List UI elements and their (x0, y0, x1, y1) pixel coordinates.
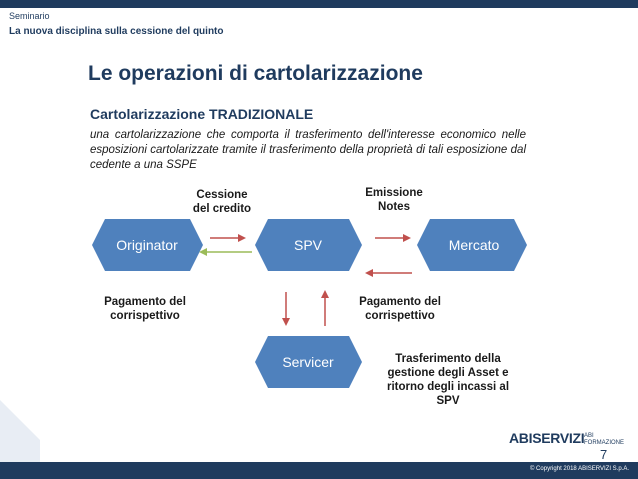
arrow-spv-to-mercato (375, 234, 411, 242)
servicer-node (255, 336, 362, 388)
seminar-label: Seminario (9, 11, 50, 21)
label-pagamento-right: Pagamento del corrispettivo (359, 296, 441, 322)
mercato-label: Mercato (448, 237, 500, 253)
label-trasferimento: Trasferimento della gestione degli Asset e ritorno degli incassi al SPV (386, 353, 510, 407)
copyright-text: © Copyright 2018 ABISERVIZI S.p.A. (529, 466, 629, 472)
originator-label: Originator (116, 237, 178, 253)
abi-formazione-logo: ABI FORMAZIONE (584, 433, 624, 446)
spv-label: SPV (293, 237, 323, 253)
label-emissione: Emissione Notes (365, 187, 423, 213)
description-text: una cartolarizzazione che comporta il trasferimento dell'interesse economico nelle esposizioni cartolarizzate tramite il trasferimento della proprietà di tali esposizione dal cedente a una SSPE (90, 129, 526, 171)
label-cessione: Cessione del credito (192, 189, 252, 215)
page-number: 7 (600, 447, 608, 462)
originator-node (92, 219, 203, 271)
abiservizi-logo: ABISERVIZI (509, 430, 585, 446)
spv-node (255, 219, 362, 271)
arrow-spv-to-originator (199, 248, 252, 256)
arrow-spv-to-servicer (282, 292, 290, 326)
page-title: Le operazioni di cartolarizzazione (88, 62, 423, 85)
seminar-title: La nuova disciplina sulla cessione del quinto (9, 26, 224, 37)
servicer-label: Servicer (282, 354, 334, 370)
arrow-servicer-to-spv (321, 290, 329, 326)
arrow-originator-to-spv (210, 234, 246, 242)
arrow-mercato-to-spv (365, 269, 412, 277)
decorative-swoosh (0, 400, 40, 462)
label-pagamento-left: Pagamento del corrispettivo (104, 296, 186, 322)
mercato-node (417, 219, 527, 271)
section-title: Cartolarizzazione TRADIZIONALE (90, 106, 314, 122)
